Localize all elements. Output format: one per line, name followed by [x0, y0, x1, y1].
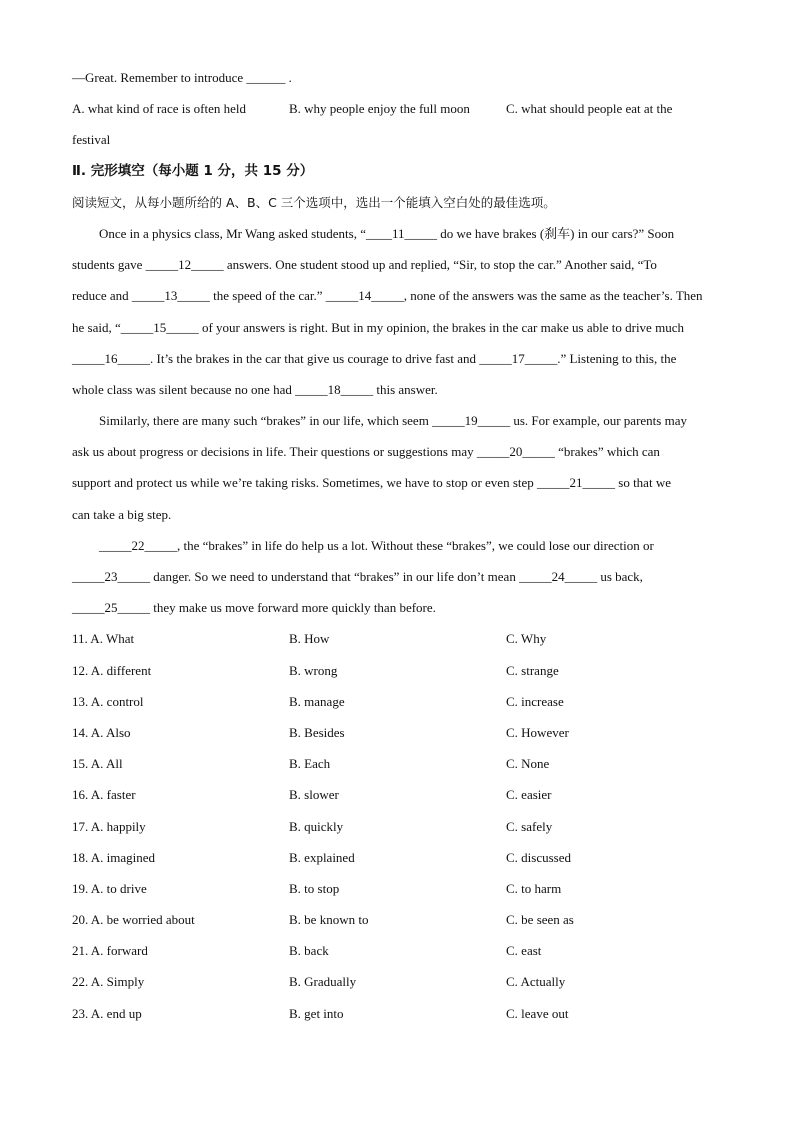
- option-row: [72, 873, 722, 904]
- option-row: [72, 686, 722, 717]
- option-b: B. back: [289, 943, 329, 959]
- option-row: [72, 966, 722, 997]
- option-c: C. easier: [506, 787, 552, 803]
- option-c: C. be seen as: [506, 912, 574, 928]
- passage-line: _____16_____. It’s the brakes in the car that give us courage to drive fast and _____17_____.” Listening to this, the: [72, 350, 677, 366]
- option-row: [72, 935, 722, 966]
- option-b: B. Besides: [289, 724, 345, 740]
- option-c: C. increase: [506, 693, 564, 709]
- option-b: B. Gradually: [289, 974, 357, 990]
- paragraph-2: [72, 405, 722, 530]
- option-a: 15. A. All: [72, 756, 123, 772]
- option-row: [72, 811, 722, 842]
- option-c: C. Actually: [506, 974, 566, 990]
- option-b: B. get into: [289, 1005, 344, 1021]
- option-a: 23. A. end up: [72, 1005, 142, 1021]
- option-c: C. east: [506, 943, 542, 959]
- option-row: [72, 904, 722, 935]
- option-c: C. However: [506, 724, 569, 740]
- option-c: C. None: [506, 756, 550, 772]
- passage-line: Similarly, there are many such “brakes” in our life, which seem _____19_____ us. For example, our parents may: [99, 413, 687, 429]
- option-a: 16. A. faster: [72, 787, 136, 803]
- option-b: B. to stop: [289, 880, 340, 896]
- section-instruction: 阅读短文，从每小题所给的 A、B、C 三个选项中，选出一个能填入空白处的最佳选项。: [72, 194, 556, 210]
- passage-line: _____23_____ danger. So we need to understand that “brakes” in our life don’t mean _____24_____ us back,: [72, 569, 643, 584]
- option-b: B. manage: [289, 693, 345, 709]
- option-a: 14. A. Also: [72, 724, 131, 740]
- option-row: [72, 779, 722, 810]
- option-row: [72, 842, 722, 873]
- option-c: C. Why: [506, 631, 547, 647]
- option-b: B. slower: [289, 787, 339, 803]
- option-a: A. what kind of race is often held: [72, 101, 247, 117]
- option-row: [72, 655, 722, 686]
- exam-page: [72, 62, 722, 1029]
- option-row: [72, 717, 722, 748]
- option-c: C. what should people eat at the: [506, 101, 673, 117]
- option-b: B. How: [289, 631, 330, 647]
- option-a: 20. A. be worried about: [72, 912, 195, 928]
- passage-line: students gave _____12_____ answers. One student stood up and replied, “Sir, to stop the car.” Another said, “To: [72, 257, 657, 273]
- option-a: 18. A. imagined: [72, 849, 156, 865]
- passage-line: reduce and _____13_____ the speed of the car.” _____14_____, none of the answers was the same as the teacher’s. Then: [72, 288, 703, 304]
- option-c: C. strange: [506, 662, 559, 678]
- option-b: B. why people enjoy the full moon: [289, 101, 470, 117]
- option-a: 13. A. control: [72, 693, 144, 709]
- option-row: [72, 998, 722, 1029]
- paragraph-1: [72, 218, 722, 405]
- option-c: C. discussed: [506, 849, 571, 865]
- passage-line: _____25_____ they make us move forward more quickly than before.: [72, 600, 436, 616]
- option-a: 19. A. to drive: [72, 880, 147, 896]
- option-b: B. quickly: [289, 818, 344, 834]
- section-heading: Ⅱ. 完形填空（每小题 1 分，共 15 分）: [72, 162, 314, 179]
- passage-line: can take a big step.: [72, 506, 172, 522]
- option-a: 22. A. Simply: [72, 974, 145, 990]
- passage-line: whole class was silent because no one had _____18_____ this answer.: [72, 381, 438, 397]
- passage-line: _____22_____, the “brakes” in life do help us a lot. Without these “brakes”, we could lose our direction or: [99, 537, 654, 553]
- option-a: 21. A. forward: [72, 943, 148, 959]
- passage-line: support and protect us while we’re taking risks. Sometimes, we have to stop or even step _____21_____ so that we: [72, 475, 671, 491]
- option-c: C. leave out: [506, 1005, 569, 1021]
- option-c: C. to harm: [506, 880, 562, 896]
- option-b: B. explained: [289, 849, 355, 865]
- option-a: 17. A. happily: [72, 818, 146, 834]
- passage-line: ask us about progress or decisions in life. Their questions or suggestions may _____20_____ “brakes” which can: [72, 444, 660, 460]
- passage-line: Once in a physics class, Mr Wang asked students, “____11_____ do we have brakes (刹车) in our cars?” Soon: [99, 225, 675, 241]
- answer-options-list: [72, 623, 722, 1028]
- option-b: B. be known to: [289, 912, 369, 928]
- option-row: [72, 623, 722, 654]
- passage: [72, 218, 722, 623]
- option-row: [72, 748, 722, 779]
- dialog-line: —Great. Remember to introduce ______ .: [72, 70, 292, 85]
- option-c-continued: festival: [72, 132, 111, 148]
- prior-question-options: [72, 93, 722, 124]
- option-b: B. wrong: [289, 662, 338, 678]
- passage-line: he said, “_____15_____ of your answers is right. But in my opinion, the brakes in the car make us able to drive much: [72, 319, 684, 335]
- option-c: C. safely: [506, 818, 553, 834]
- option-a: 12. A. different: [72, 662, 152, 678]
- option-b: B. Each: [289, 756, 331, 772]
- paragraph-3: [72, 530, 722, 624]
- option-a: 11. A. What: [72, 631, 135, 647]
